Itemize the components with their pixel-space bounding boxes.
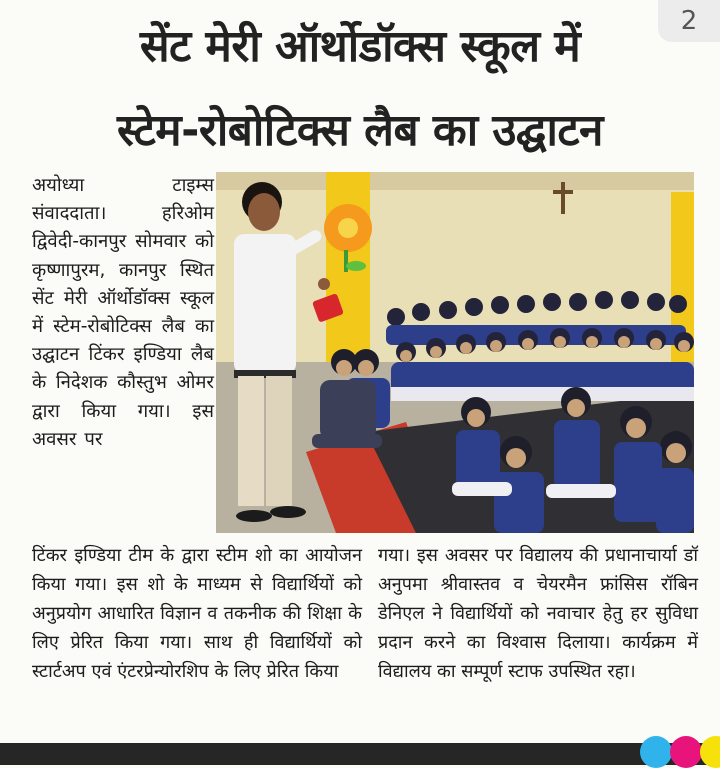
- left-column-paragraph: टिंकर इण्डिया टीम के द्वारा स्टीम शो का आयोजन किया गया। इस शो के माध्यम से विद्यार्थियों को अनुप्रयोग आधारित विज्ञान व तकनीक की शिक्षा के लिए प्रेरित किया गया। साथ ही विद्यार्थियों को स्टार्टअप एवं एंटरप्रेन्योरशिप के लिए प्रेरित किया: [32, 545, 362, 682]
- cyan-dot-icon: [640, 736, 672, 768]
- page-number: 2: [658, 0, 720, 42]
- magenta-dot-icon: [670, 736, 702, 768]
- photo-illustration: [216, 172, 694, 533]
- body-column-right: [378, 541, 698, 686]
- right-column-paragraph: गया। इस अवसर पर विद्यालय की प्रधानाचार्या डॉ अनुपमा श्रीवास्तव व चेयरमैन फ्रांसिस रॉबिन डेनिएल ने विद्यार्थियों को नवाचार हेतु हर सुविधा प्रदान करने का विश्वास दिलाया। कार्यक्रम में विद्यालय का सम्पूर्ण स्टाफ उपस्थित रहा।: [378, 545, 698, 682]
- footer-bar: [0, 743, 720, 765]
- headline-line-1: सेंट मेरी ऑर्थोडॉक्स स्कूल में: [139, 21, 581, 72]
- intro-paragraph: अयोध्या टाइम्स संवाददाता। हरिओम द्विवेदी-कानपुर सोमवार को कृष्णापुरम, कानपुर स्थित सेंट मेरी ऑर्थोडॉक्स स्कूल में स्टेम-रोबोटिक्स लैब का उद्घाटन टिंकर इण्डिया लैब के निदेशक कौस्तुभ ओमर द्वारा किया गया। इस अवसर पर: [32, 175, 214, 450]
- news-photo-classroom: [216, 172, 694, 533]
- yellow-dot-icon: [700, 736, 720, 768]
- print-registration-marks: [640, 736, 720, 768]
- body-column-left: [32, 541, 362, 686]
- headline-line-2: स्टेम-रोबोटिक्स लैब का उद्घाटन: [117, 105, 603, 156]
